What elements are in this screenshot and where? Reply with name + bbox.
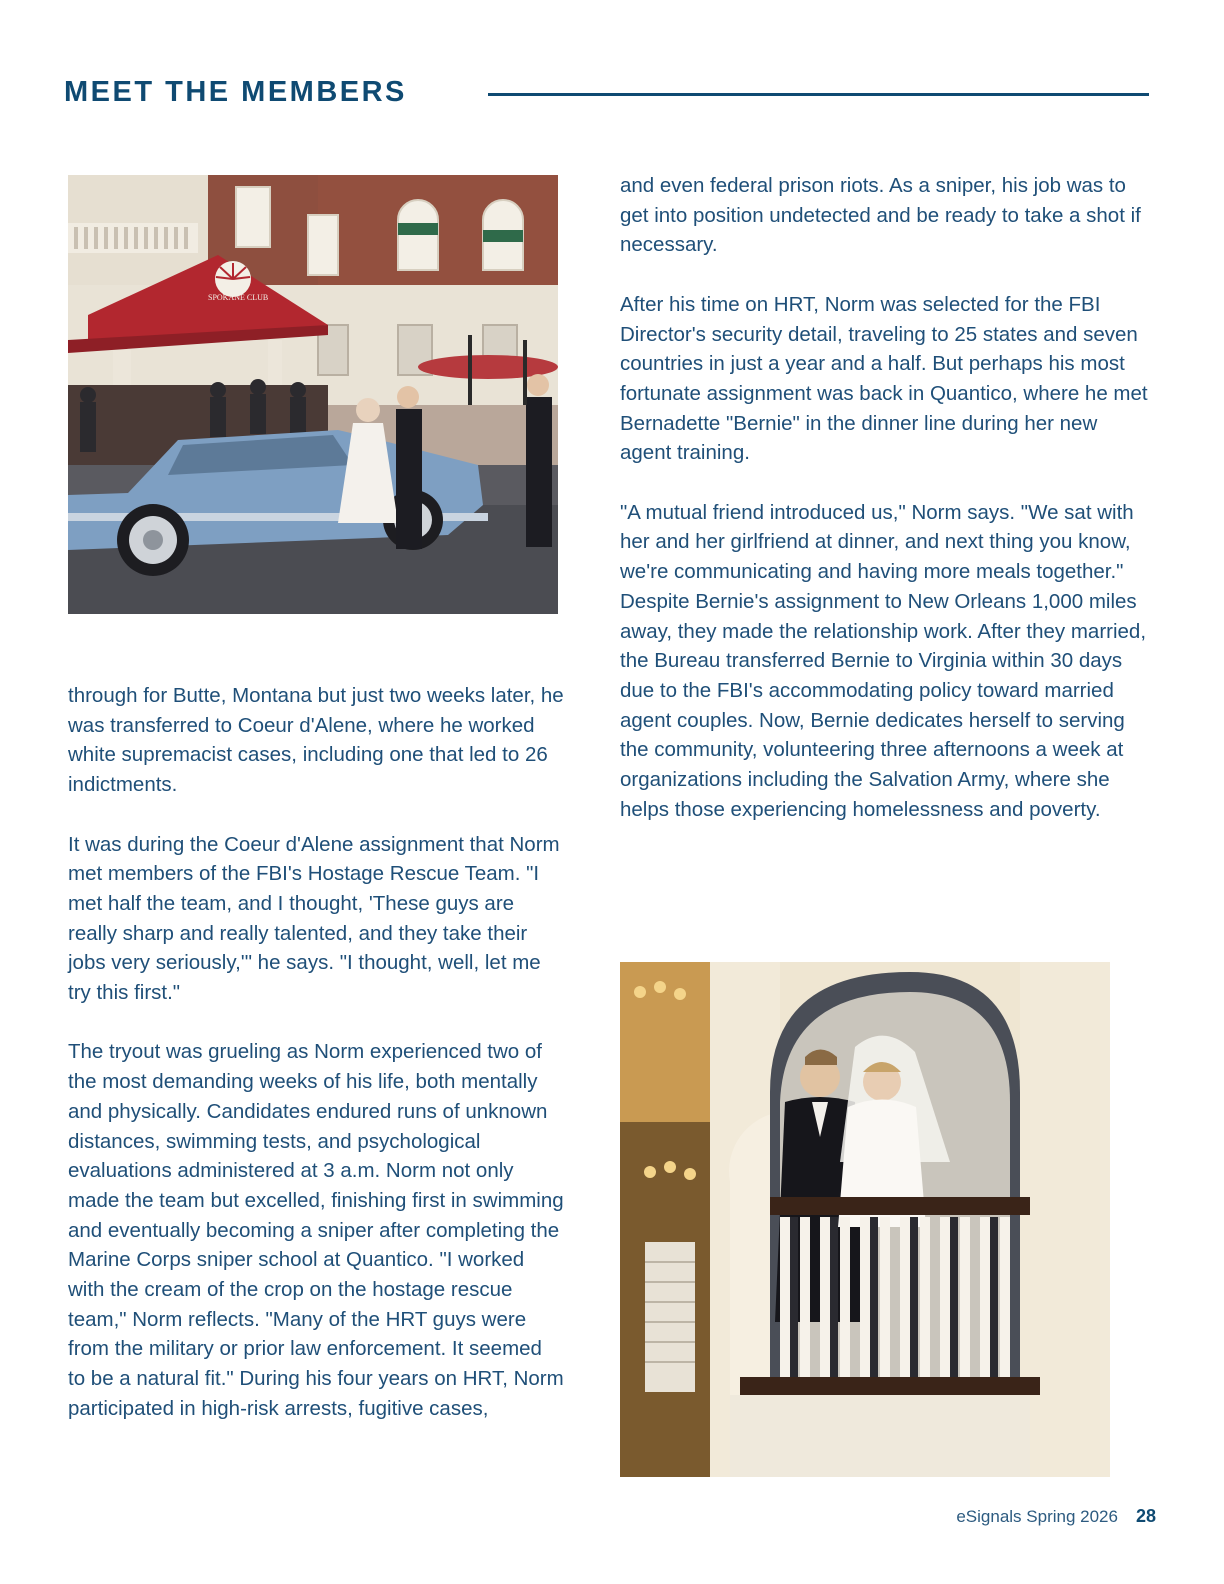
- left-paragraph-3: The tryout was grueling as Norm experienced two of the most demanding weeks of his life, both mentally and physically. Candidates endured runs of unknown distances, swimming tests, and psychological evaluations administered at 3 a.m. Norm not only made the team but excelled, finishing first in swimming and eventually becoming a sniper after completing the Marine Corps sniper school at Quantico. "I worked with the cream of the crop on the hostage rescue team," Norm reflects. "Many of the HRT guys were from the military or prior law enforcement. It seemed to be a natural fit." During his four years on HRT, Norm participated in high-risk arrests, fugitive cases,: [68, 1040, 564, 1420]
- right-paragraph-2: After his time on HRT, Norm was selected for the FBI Director's security detail, traveling to 25 states and seven countries in just a year and a half. But perhaps his most fortunate assignment was back in Quantico, where he met Bernadette "Bernie" in the dinner line during her new agent training.: [620, 292, 1148, 465]
- left-article-column: [68, 681, 564, 1424]
- header-divider: [488, 93, 1149, 96]
- right-paragraph-3: "A mutual friend introduced us," Norm says. "We sat with her and her girlfriend at dinner, and next thing you know, we're communicating and having more meals together." Despite Bernie's assignment to New Orleans 1,000 miles away, they made the relationship work. After they married, the Bureau transferred Bernie to Virginia within 30 days due to the FBI's accommodating policy toward married agent couples. Now, Bernie dedicates herself to serving the community, volunteering three afternoons a week at organizations including the Salvation Army, where she helps those experiencing homelessness and poverty.: [620, 500, 1147, 821]
- right-article-column: [620, 171, 1150, 824]
- page-footer: [956, 1506, 1156, 1527]
- page-number: 28: [1135, 1506, 1156, 1526]
- publication-name: eSignals Spring 2026: [956, 1507, 1118, 1526]
- wedding-couple-balcony-photo: [620, 962, 1110, 1477]
- left-paragraph-2: It was during the Coeur d'Alene assignment that Norm met members of the FBI's Hostage Rescue Team. "I met half the team, and I thought, 'These guys are really sharp and really talented, and they take their jobs very seriously,'" he says. "I thought, well, let me try this first.": [68, 832, 560, 1005]
- right-paragraph-1: and even federal prison riots. As a sniper, his job was to get into position undetected and be ready to take a shot if necessary.: [620, 174, 1141, 257]
- spokane-club-sign: SPOKANE CLUB: [208, 293, 269, 302]
- page-title: MEET THE MEMBERS: [64, 76, 407, 108]
- wedding-car-photo: [68, 175, 558, 614]
- left-paragraph-1: through for Butte, Montana but just two weeks later, he was transferred to Coeur d'Alene, where he worked white supremacist cases, including one that led to 26 indictments.: [68, 684, 564, 797]
